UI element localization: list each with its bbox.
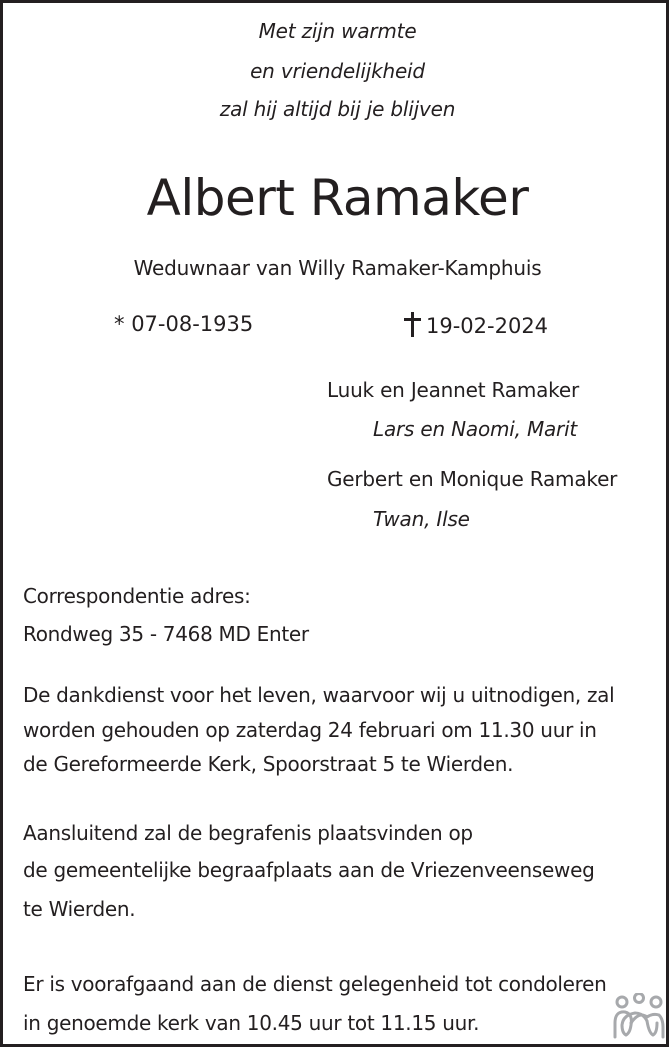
address-value: Rondweg 35 - 7468 MD Enter [23, 622, 309, 646]
condolence-line-2: in genoemde kerk van 10.45 uur tot 11.15 uur. [23, 1011, 480, 1035]
motto-line-3: zal hij altijd bij je blijven [219, 97, 456, 121]
service-line-2: worden gehouden op zaterdag 24 februari om 11.30 uur in [23, 718, 597, 742]
family-children-2: Twan, Ilse [373, 507, 470, 531]
condolence-line-1: Er is voorafgaand aan de dienst gelegenheid tot condoleren [23, 972, 607, 996]
family-children-1: Lars en Naomi, Marit [373, 417, 578, 441]
birth-star-icon: * [114, 312, 125, 336]
burial-line-2: de gemeentelijke begraafplaats aan de Vriezenveenseweg [23, 858, 595, 882]
service-line-1: De dankdienst voor het leven, waarvoor wij u uitnodigen, zal [23, 683, 615, 707]
death-date: 19-02-2024 [426, 314, 549, 338]
burial-line-1: Aansluitend zal de begrafenis plaatsvinden op [23, 821, 473, 845]
motto-line-1: Met zijn warmte [258, 19, 417, 43]
address-label: Correspondentie adres: [23, 584, 251, 608]
death-date-block [404, 312, 548, 338]
family-parents-2: Gerbert en Monique Ramaker [327, 467, 618, 491]
motto-line-2: en vriendelijkheid [250, 59, 425, 83]
widower-subtitle: Weduwnaar van Willy Ramaker-Kamphuis [133, 256, 542, 280]
cross-icon [404, 312, 420, 337]
burial-line-3: te Wierden. [23, 897, 136, 921]
family-icon [613, 993, 665, 1039]
birth-date-block [114, 312, 253, 336]
deceased-name: Albert Ramaker [146, 169, 529, 227]
family-parents-1: Luuk en Jeannet Ramaker [327, 378, 579, 402]
service-line-3: de Gereformeerde Kerk, Spoorstraat 5 te Wierden. [23, 752, 514, 776]
birth-date: 07-08-1935 [131, 312, 254, 336]
